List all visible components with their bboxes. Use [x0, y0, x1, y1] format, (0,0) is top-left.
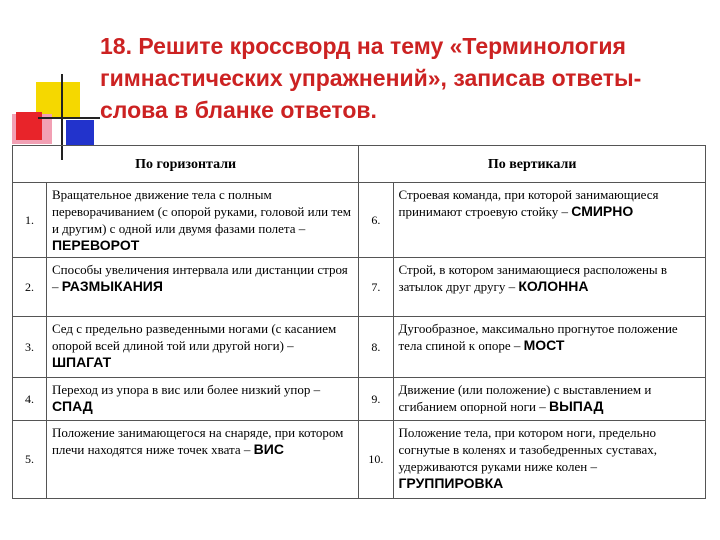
clue-text	[46, 258, 358, 317]
clue-answer: ВИС	[253, 441, 284, 457]
table-header-row	[13, 146, 706, 183]
clue-text	[46, 317, 358, 378]
red-square	[16, 112, 42, 140]
table-row	[13, 183, 706, 258]
clue-description: Положение занимающегося на снаряде, при котором плечи находятся ниже точек хвата –	[51, 425, 344, 457]
clue-text	[393, 317, 706, 378]
clue-answer: РАЗМЫКАНИЯ	[61, 278, 163, 294]
clue-answer: ГРУППИРОВКА	[398, 475, 504, 491]
clue-description: Переход из упора в вис или более низкий упор –	[51, 382, 321, 397]
clue-number: 1.	[13, 183, 47, 258]
clue-description: Строевая команда, при которой занимающиеся принимают строевую стойку –	[398, 187, 659, 219]
clue-answer: ШПАГАТ	[51, 354, 112, 370]
page-title: 18. Решите кроссворд на тему «Терминология гимнастических упражнений», записав ответы-слова в бланке ответов.	[100, 33, 642, 123]
clue-text	[393, 183, 706, 258]
clue-description: Строй, в котором занимающиеся расположены в затылок друг другу –	[398, 262, 668, 294]
clue-description: Положение тела, при котором ноги, предельно согнутые в коленях и тазобедренных суставах, удерживаются руками ниже колен –	[398, 425, 657, 474]
clue-number: 9.	[359, 378, 393, 421]
clue-number: 7.	[359, 258, 393, 317]
clue-number: 8.	[359, 317, 393, 378]
clue-number: 5.	[13, 421, 47, 499]
table-row	[13, 378, 706, 421]
clue-answer: СПАД	[51, 398, 93, 414]
clue-text	[46, 183, 358, 258]
clue-text	[393, 258, 706, 317]
clue-number: 4.	[13, 378, 47, 421]
clue-answer: СМИРНО	[571, 203, 634, 219]
clue-description: Движение (или положение) с выставлением и сгибанием опорной ноги –	[398, 382, 652, 414]
clue-answer: КОЛОННА	[518, 278, 589, 294]
clue-text	[393, 421, 706, 499]
clue-answer: ПЕРЕВОРОТ	[51, 237, 140, 253]
table-row	[13, 258, 706, 317]
clue-answer: МОСТ	[523, 337, 565, 353]
crossword-table	[12, 145, 706, 499]
table-row	[13, 421, 706, 499]
clue-description: Дугообразное, максимально прогнутое положение тела спиной к опоре –	[398, 321, 678, 353]
clue-description: Сед с предельно разведенными ногами (с касанием опорой всей длиной той или другой ноги) –	[51, 321, 337, 353]
clue-number: 6.	[359, 183, 393, 258]
clue-number: 10.	[359, 421, 393, 499]
clue-answer: ВЫПАД	[548, 398, 604, 414]
table-row	[13, 317, 706, 378]
yellow-square	[36, 82, 80, 118]
header-horizontal: По горизонтали	[13, 146, 359, 183]
clue-description: Вращательное движение тела с полным переворачиванием (с опорой руками, головой или тем и другим) с одной или двумя фазами полета –	[51, 187, 351, 236]
clue-text	[46, 378, 358, 421]
clue-text	[393, 378, 706, 421]
blue-square	[66, 120, 94, 146]
clue-text	[46, 421, 358, 499]
clue-number: 3.	[13, 317, 47, 378]
clue-description: Способы увеличения интервала или дистанции строя –	[51, 262, 348, 294]
header-vertical: По вертикали	[359, 146, 706, 183]
clue-number: 2.	[13, 258, 47, 317]
